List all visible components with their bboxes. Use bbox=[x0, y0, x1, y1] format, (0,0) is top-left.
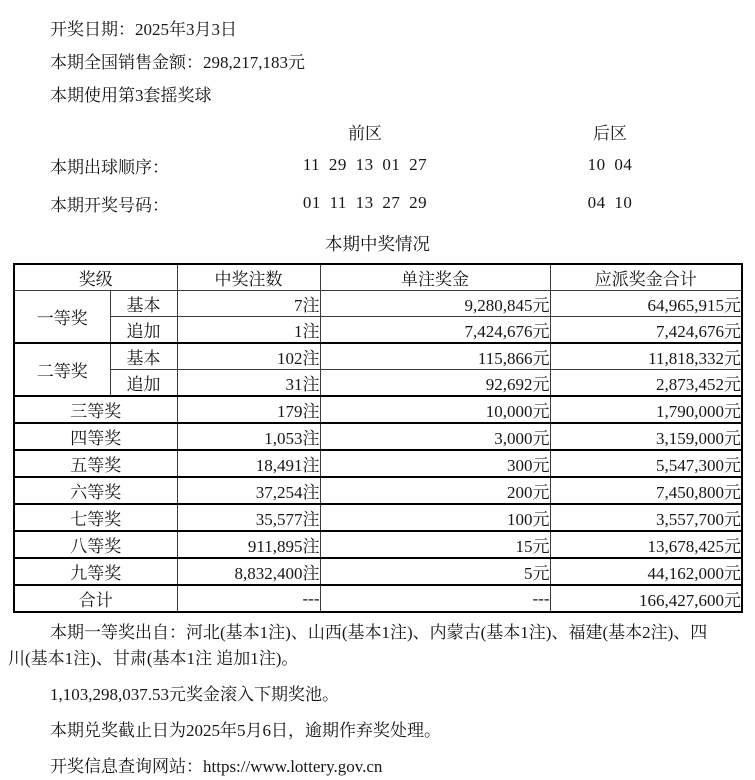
bet-type-cell: 追加 bbox=[110, 370, 177, 397]
table-row-sixth bbox=[14, 477, 742, 504]
single-prize-cell: 300元 bbox=[320, 450, 550, 477]
single-prize-cell: 92,692元 bbox=[320, 370, 550, 397]
winning-bets-cell: 911,895注 bbox=[177, 531, 320, 558]
winning-back-numbers: 04 10 bbox=[587, 193, 633, 212]
prize-level-cell: 九等奖 bbox=[14, 558, 177, 585]
single-prize-cell: 3,000元 bbox=[320, 423, 550, 450]
winning-numbers-label: 本期开奖号码： bbox=[50, 195, 169, 215]
single-prize-cell: 9,280,845元 bbox=[320, 291, 550, 317]
table-row-seventh bbox=[14, 504, 742, 531]
single-prize-cell: 5元 bbox=[320, 558, 550, 585]
table-row-fourth bbox=[14, 423, 742, 450]
draw-date-line: 开奖日期：2025年3月3日 bbox=[50, 20, 237, 39]
winning-bets-cell: 8,832,400注 bbox=[177, 558, 320, 585]
table-row-second-added bbox=[14, 370, 742, 397]
total-prize-cell: 2,873,452元 bbox=[550, 370, 742, 397]
total-prize-cell: 44,162,000元 bbox=[550, 558, 742, 585]
winning-bets-cell: 1注 bbox=[177, 317, 320, 344]
single-prize-cell: 7,424,676元 bbox=[320, 317, 550, 344]
single-prize-cell: 115,866元 bbox=[320, 343, 550, 370]
table-row-total bbox=[14, 585, 742, 612]
total-prize-cell: 11,818,332元 bbox=[550, 343, 742, 370]
header-single-prize: 单注奖金 bbox=[320, 264, 550, 291]
table-row-first-basic bbox=[14, 291, 742, 317]
total-prize-cell: 166,427,600元 bbox=[550, 585, 742, 612]
zone-header-row bbox=[0, 116, 755, 146]
prize-level-cell: 合计 bbox=[14, 585, 177, 612]
rollover-paragraph: 1,103,298,037.53元奖金滚入下期奖池。 bbox=[50, 685, 339, 704]
winning-bets-cell: 35,577注 bbox=[177, 504, 320, 531]
winning-numbers-section bbox=[0, 116, 755, 222]
first-prize-origin-paragraph: 本期一等奖出自：河北(基本1注)、山西(基本1注)、内蒙古(基本1注)、福建(基本2注)、四川(基本1注)、甘肃(基本1注 追加1注)。 bbox=[8, 623, 708, 668]
draw-info-section bbox=[0, 0, 755, 112]
prize-level-cell: 二等奖 bbox=[14, 343, 110, 396]
prize-table-header-row bbox=[14, 264, 742, 291]
bet-type-cell: 基本 bbox=[110, 291, 177, 317]
prize-level-cell: 一等奖 bbox=[14, 291, 110, 344]
table-row-second-basic bbox=[14, 343, 742, 370]
winning-bets-cell: 18,491注 bbox=[177, 450, 320, 477]
table-row-first-added bbox=[14, 317, 742, 344]
prize-table-title: 本期中奖情况 bbox=[325, 234, 430, 254]
total-prize-cell: 64,965,915元 bbox=[550, 291, 742, 317]
winning-bets-cell: 31注 bbox=[177, 370, 320, 397]
winning-bets-cell: 179注 bbox=[177, 396, 320, 423]
table-row-eighth bbox=[14, 531, 742, 558]
total-prize-cell: 7,450,800元 bbox=[550, 477, 742, 504]
single-prize-cell: 100元 bbox=[320, 504, 550, 531]
total-prize-cell: 7,424,676元 bbox=[550, 317, 742, 344]
prize-table bbox=[13, 263, 743, 613]
total-prize-cell: 3,557,700元 bbox=[550, 504, 742, 531]
back-zone-header: 后区 bbox=[593, 123, 627, 143]
draw-order-label: 本期出球顺序： bbox=[50, 157, 169, 177]
total-prize-cell: 3,159,000元 bbox=[550, 423, 742, 450]
prize-level-cell: 八等奖 bbox=[14, 531, 177, 558]
single-prize-cell: 15元 bbox=[320, 531, 550, 558]
prize-level-cell: 六等奖 bbox=[14, 477, 177, 504]
total-prize-cell: 13,678,425元 bbox=[550, 531, 742, 558]
website-line: 开奖信息查询网站：https://www.lottery.gov.cn bbox=[50, 757, 383, 776]
draw-order-back-numbers: 10 04 bbox=[587, 155, 633, 174]
winning-bets-cell: 102注 bbox=[177, 343, 320, 370]
prize-level-cell: 七等奖 bbox=[14, 504, 177, 531]
total-prize-cell: 1,790,000元 bbox=[550, 396, 742, 423]
table-row-ninth bbox=[14, 558, 742, 585]
prize-level-cell: 三等奖 bbox=[14, 396, 177, 423]
prize-level-cell: 五等奖 bbox=[14, 450, 177, 477]
header-total-prize: 应派奖金合计 bbox=[550, 264, 742, 291]
winning-bets-cell: 7注 bbox=[177, 291, 320, 317]
winning-numbers-row bbox=[0, 184, 755, 222]
header-prize-level: 奖级 bbox=[14, 264, 177, 291]
winning-bets-cell: --- bbox=[177, 585, 320, 612]
winning-bets-cell: 37,254注 bbox=[177, 477, 320, 504]
header-winning-bets: 中奖注数 bbox=[177, 264, 320, 291]
single-prize-cell: 10,000元 bbox=[320, 396, 550, 423]
redeem-deadline-paragraph: 本期兑奖截止日为2025年5月6日，逾期作弃奖处理。 bbox=[50, 721, 441, 740]
front-zone-header: 前区 bbox=[348, 123, 382, 143]
prize-level-cell: 四等奖 bbox=[14, 423, 177, 450]
winning-front-numbers: 01 11 13 27 29 bbox=[302, 193, 428, 212]
table-row-third bbox=[14, 396, 742, 423]
table-row-fifth bbox=[14, 450, 742, 477]
ball-set-line: 本期使用第3套摇奖球 bbox=[50, 86, 212, 105]
single-prize-cell: 200元 bbox=[320, 477, 550, 504]
draw-order-row bbox=[0, 146, 755, 184]
bet-type-cell: 基本 bbox=[110, 343, 177, 370]
single-prize-cell: --- bbox=[320, 585, 550, 612]
total-prize-cell: 5,547,300元 bbox=[550, 450, 742, 477]
sales-amount-line: 本期全国销售金额：298,217,183元 bbox=[50, 53, 305, 72]
footer-notes-section bbox=[8, 620, 746, 780]
draw-order-front-numbers: 11 29 13 01 27 bbox=[302, 155, 428, 174]
bet-type-cell: 追加 bbox=[110, 317, 177, 344]
winning-bets-cell: 1,053注 bbox=[177, 423, 320, 450]
